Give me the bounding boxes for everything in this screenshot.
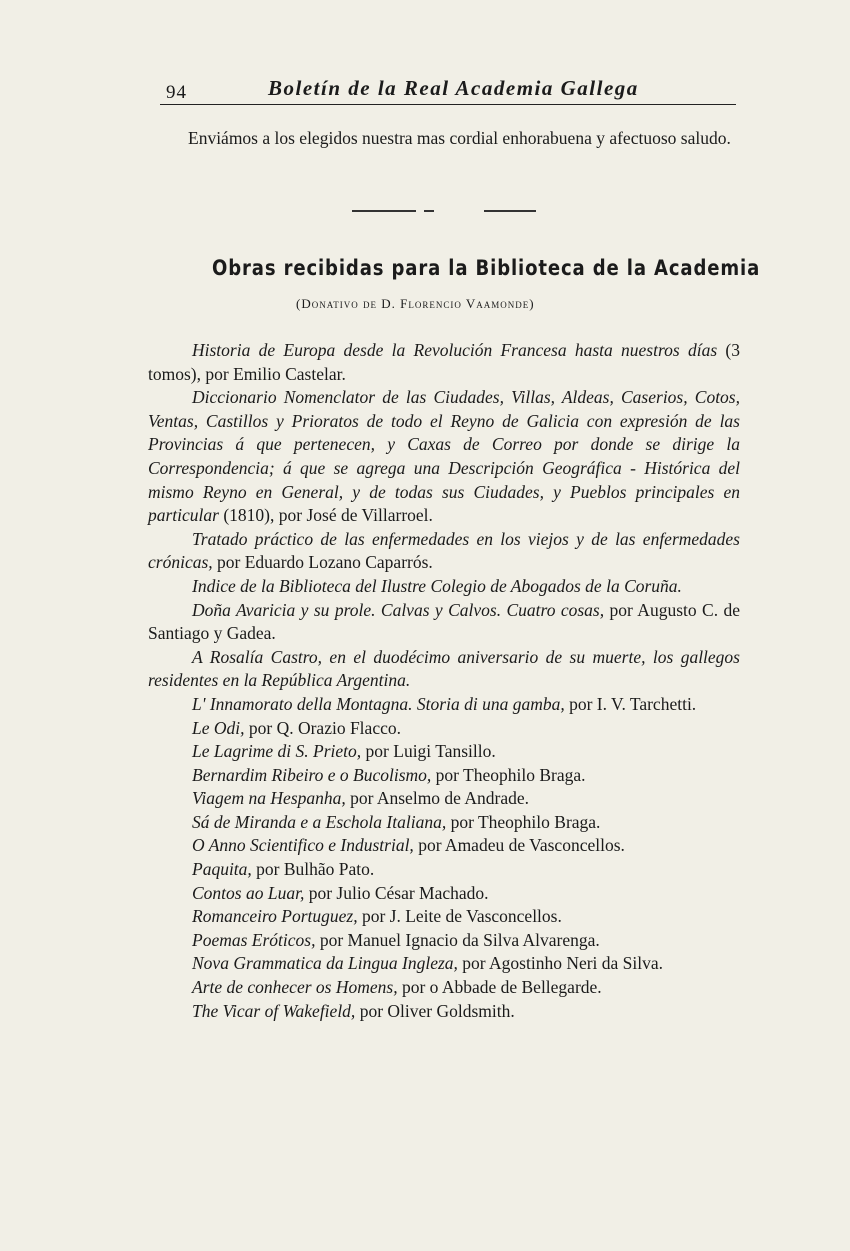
section-divider xyxy=(484,210,536,212)
book-entry xyxy=(148,1000,740,1024)
book-title: Nova Grammatica da Lingua Ingleza, xyxy=(192,953,458,974)
book-entry xyxy=(148,811,740,835)
book-entry xyxy=(148,740,740,764)
book-author: (1810), por José de Villarroel. xyxy=(218,505,433,526)
book-author: por I. V. Tarchetti. xyxy=(564,693,697,714)
book-title: The Vicar of Wakefield, xyxy=(192,1000,356,1021)
intro-paragraph: Enviámos a los elegidos nuestra mas cordial enhorabuena y afectuoso saludo. xyxy=(188,128,731,148)
book-title: Tratado práctico de las enfermedades en los viejos y de las enfermedades crónicas, xyxy=(148,528,740,573)
book-title: Le Odi, xyxy=(192,717,245,738)
book-title: Historia de Europa desde la Revolución Francesa hasta nuestros días xyxy=(192,340,718,360)
page-header xyxy=(160,74,736,105)
book-title: Bernardim Ribeiro e o Bucolismo, xyxy=(192,764,432,785)
book-title: Diccionario Nomenclator de las Ciudades, Villas, Aldeas, Caserios, Cotos, Ventas, Castillos y Prioratos de todo el Reyno de Galicia con expresión de las Provincias á que pertenecen, y Caxas de Correo por donde se dirige la Correspondencia; á que se agrega una Descripción Geográfica - Histórica del mismo Reyno en General, y de todas sus Ciudades, y Pueblos principales en particular xyxy=(148,387,740,526)
book-author: por Q. Orazio Flacco. xyxy=(244,717,401,738)
book-entry xyxy=(148,646,740,693)
book-entry xyxy=(148,575,740,599)
book-entry xyxy=(148,339,740,386)
book-entry xyxy=(148,787,740,811)
book-author: por o Abbade de Bellegarde. xyxy=(397,977,602,998)
book-entry xyxy=(148,976,740,1000)
book-entry xyxy=(148,905,740,929)
donor-line: (Donativo de D. Florencio Vaamonde) xyxy=(296,296,535,311)
running-title: Boletín de la Real Academia Gallega xyxy=(268,76,639,100)
book-author: por Theophilo Braga. xyxy=(431,764,586,785)
book-author: por Eduardo Lozano Caparrós. xyxy=(212,552,433,573)
book-entry xyxy=(148,386,740,528)
book-entry xyxy=(148,528,740,575)
book-title: Paquita, xyxy=(192,859,252,880)
book-author: por Anselmo de Andrade. xyxy=(345,788,529,809)
book-author: por Theophilo Braga. xyxy=(446,811,601,832)
book-entry xyxy=(148,764,740,788)
book-title: Sá de Miranda e a Eschola Italiana, xyxy=(192,811,447,832)
book-title: Indice de la Biblioteca del Ilustre Colegio de Abogados de la Coruña. xyxy=(192,575,682,596)
book-title: Romanceiro Portuguez, xyxy=(192,906,358,927)
book-entry xyxy=(148,858,740,882)
book-title: L' Innamorato della Montagna. Storia di una gamba, xyxy=(192,693,565,714)
book-entry xyxy=(148,599,740,646)
book-title: Poemas Eróticos, xyxy=(192,929,316,950)
book-entry xyxy=(148,929,740,953)
book-author: por Bulhão Pato. xyxy=(251,859,375,880)
book-author: por J. Leite de Vasconcellos. xyxy=(357,906,562,927)
book-author: (3 tomos), por Emilio Castelar. xyxy=(148,340,741,384)
book-author: por Oliver Goldsmith. xyxy=(355,1000,515,1021)
book-entry xyxy=(148,882,740,906)
section-divider xyxy=(424,210,434,212)
book-title: Le Lagrime di S. Prieto, xyxy=(192,741,362,762)
book-author: por Luigi Tansillo. xyxy=(361,741,496,762)
book-entry xyxy=(148,952,740,976)
book-title: O Anno Scientifico e Industrial, xyxy=(192,835,414,856)
book-entry xyxy=(148,834,740,858)
book-author: por Julio César Machado. xyxy=(304,882,489,903)
section-title: Obras recibidas para la Biblioteca de la Academia xyxy=(212,256,761,280)
book-author: por Augusto C. de Santiago y Gadea. xyxy=(148,599,740,644)
book-entry xyxy=(148,717,740,741)
book-entry xyxy=(148,693,740,717)
book-author: por Manuel Ignacio da Silva Alvarenga. xyxy=(315,929,600,950)
book-title: Doña Avaricia y su prole. Calvas y Calvos. Cuatro cosas, xyxy=(192,599,605,620)
page-number: 94 xyxy=(166,82,187,103)
book-title: Contos ao Luar, xyxy=(192,882,305,903)
book-title: Viagem na Hespanha, xyxy=(192,788,346,809)
section-divider xyxy=(352,210,416,212)
book-list xyxy=(148,339,740,1023)
book-author: por Agostinho Neri da Silva. xyxy=(457,953,664,974)
book-title: A Rosalía Castro, en el duodécimo aniversario de su muerte, los gallegos residentes en la República Argentina. xyxy=(148,646,740,691)
book-author: por Amadeu de Vasconcellos. xyxy=(413,835,625,856)
book-title: Arte de conhecer os Homens, xyxy=(192,977,398,998)
